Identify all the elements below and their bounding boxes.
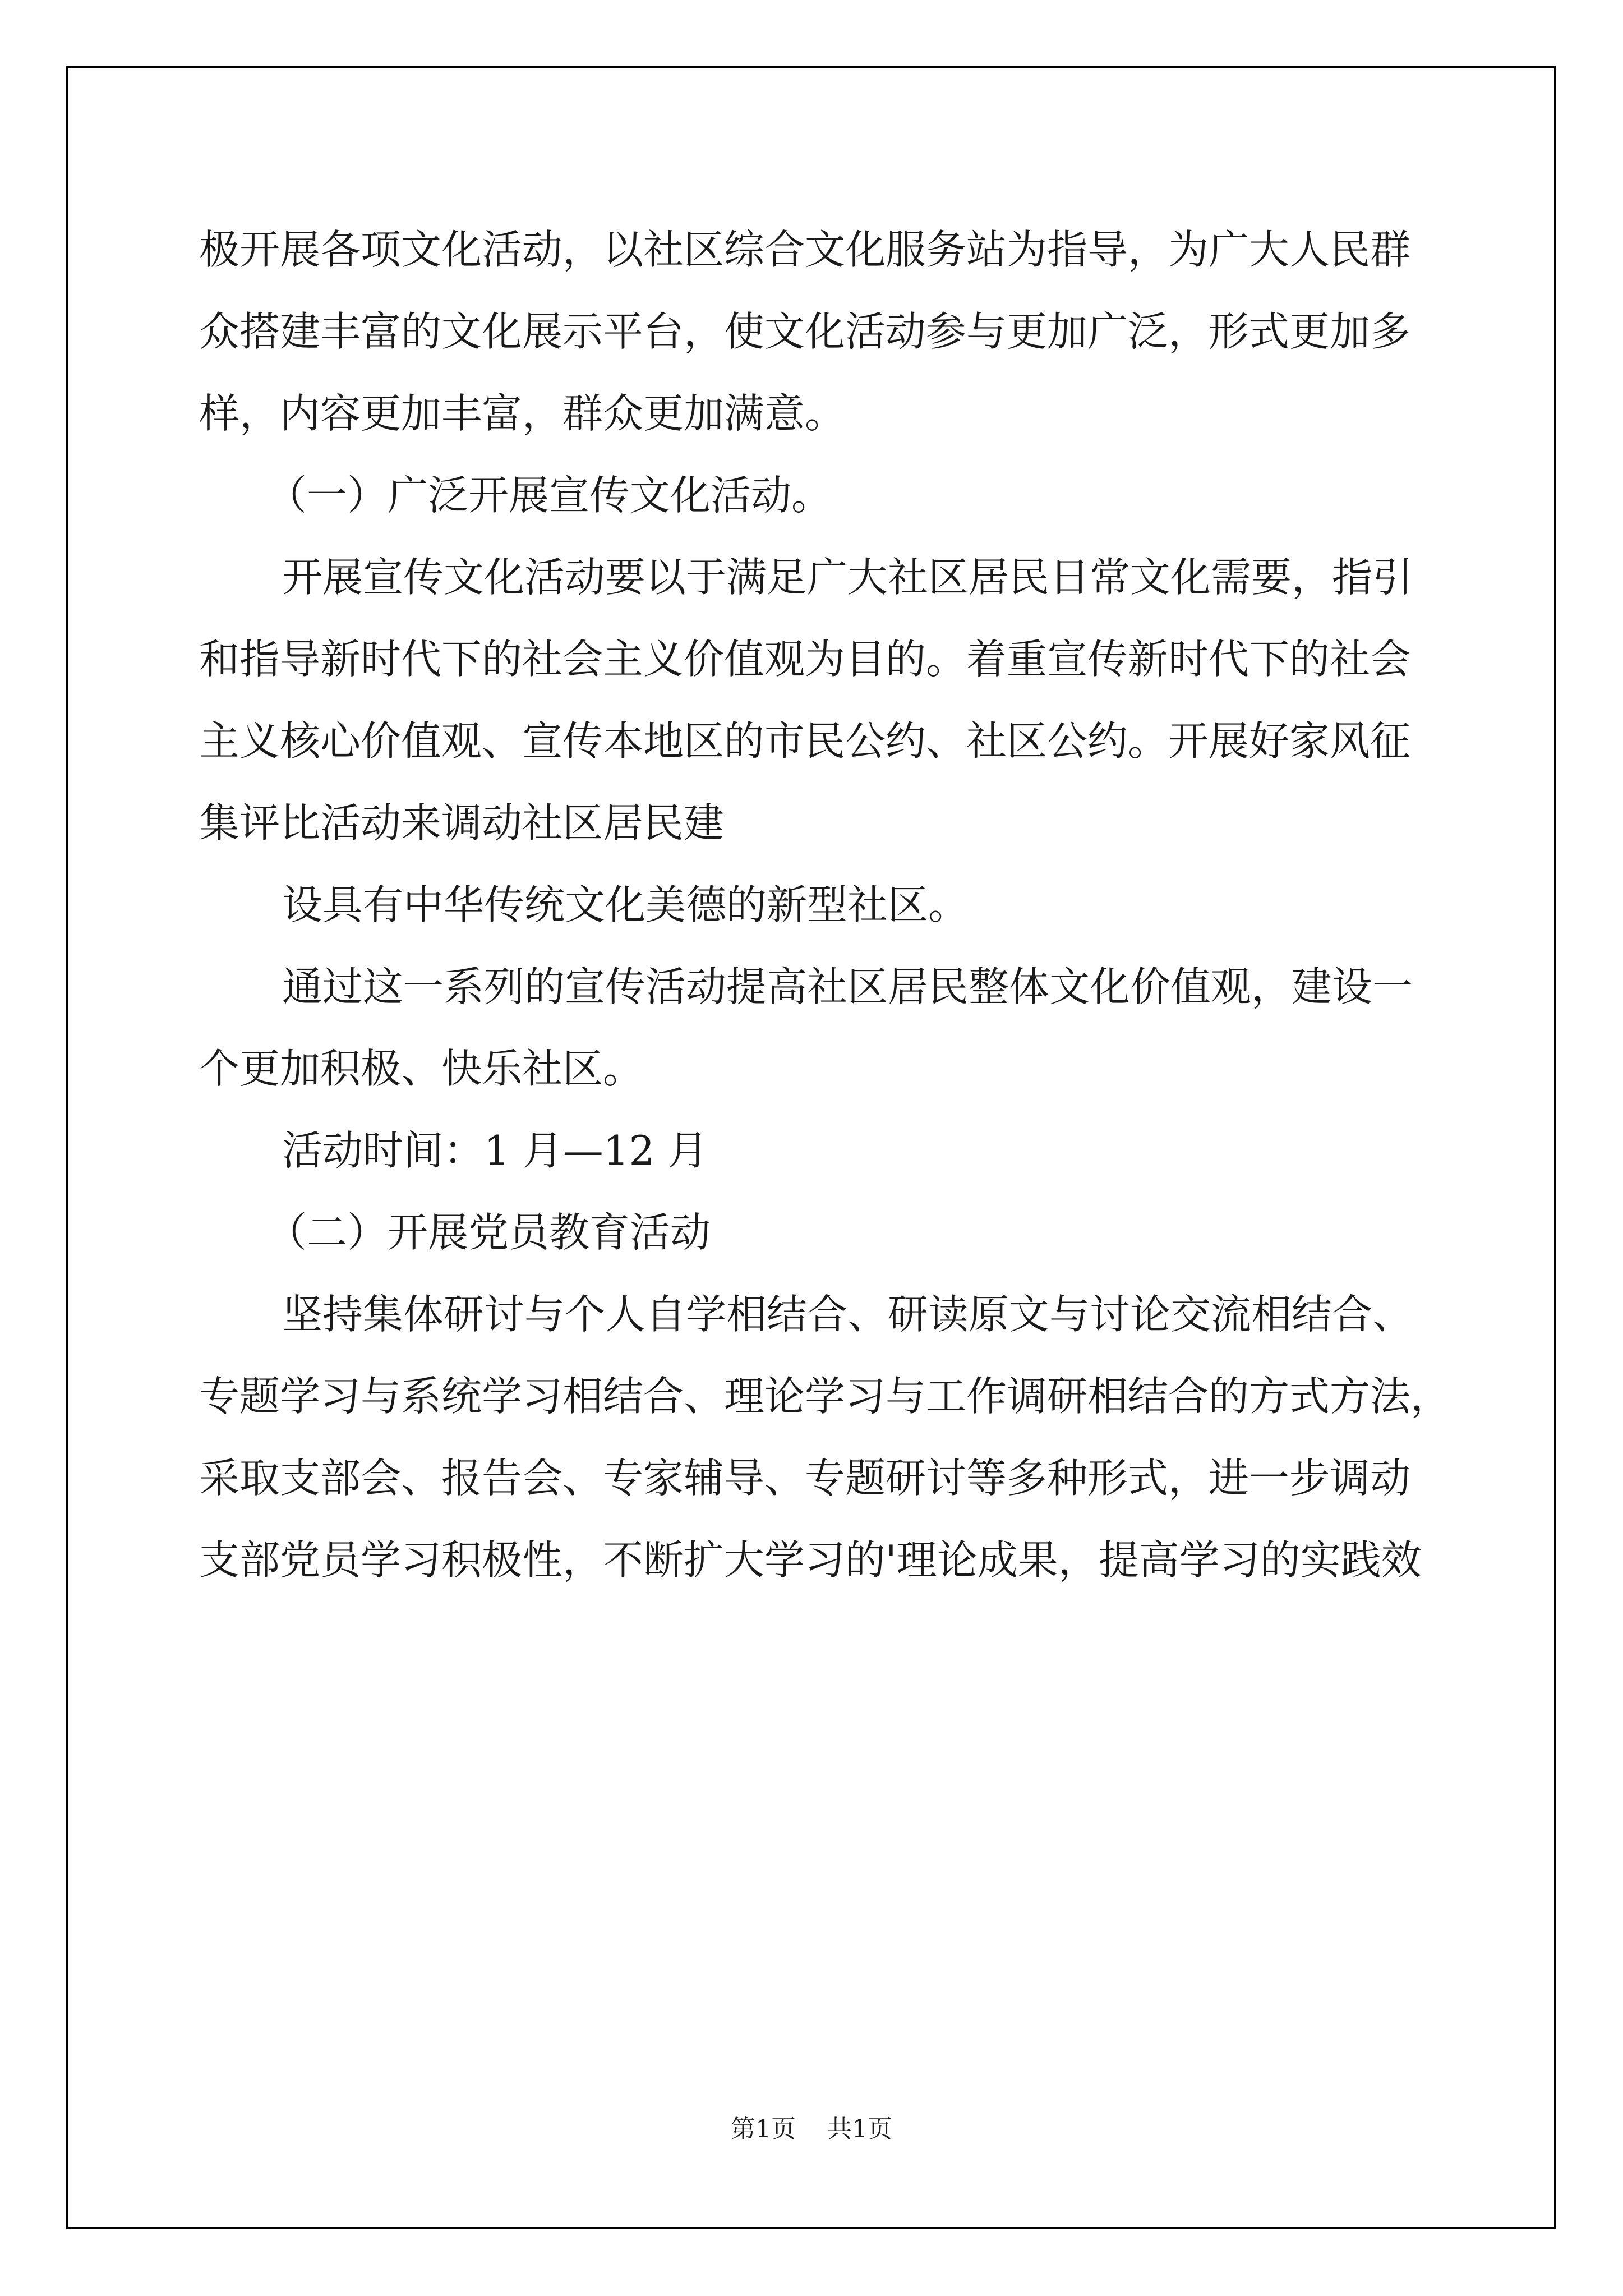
page-footer	[0, 2113, 1623, 2146]
text-line: 和指导新时代下的社会主义价值观为目的。着重宣传新时代下的社会	[199, 636, 1411, 683]
text-line: 众搭建丰富的文化展示平台，使文化活动参与更加广泛，形式更加多	[199, 308, 1411, 355]
page-total: 共1页	[827, 2115, 892, 2143]
text-line: 通过这一系列的宣传活动提高社区居民整体文化价值观，建设一	[282, 963, 1413, 1010]
activity-time: 活动时间：1 月—12 月	[282, 1127, 708, 1174]
section-heading: （二）开展党员教育活动	[266, 1209, 711, 1256]
text-line: 集评比活动来调动社区居民建	[199, 799, 725, 846]
text-line: 主义核心价值观、宣传本地区的市民公约、社区公约。开展好家风征	[199, 717, 1411, 765]
document-body	[199, 209, 1511, 1601]
text-line: 专题学习与系统学习相结合、理论学习与工作调研相结合的方式方法，	[199, 1373, 1451, 1420]
text-line: 设具有中华传统文化美德的新型社区。	[282, 881, 969, 928]
text-line: 开展宣传文化活动要以于满足广大社区居民日常文化需要，指引	[282, 554, 1413, 601]
text-line: 坚持集体研讨与个人自学相结合、研读原文与讨论交流相结合、	[282, 1291, 1413, 1338]
text-line: 样，内容更加丰富，群众更加满意。	[199, 390, 846, 437]
text-line: 采取支部会、报告会、专家辅导、专题研讨等多种形式，进一步调动	[199, 1455, 1411, 1502]
text-line: 支部党员学习积极性，不断扩大学习的'理论成果，提高学习的实践效	[199, 1536, 1422, 1584]
text-line: 极开展各项文化活动，以社区综合文化服务站为指导，为广大人民群	[199, 226, 1411, 273]
page-number: 第1页	[731, 2115, 796, 2143]
text-line: 个更加积极、快乐社区。	[199, 1045, 644, 1092]
section-heading: （一）广泛开展宣传文化活动。	[266, 472, 832, 519]
